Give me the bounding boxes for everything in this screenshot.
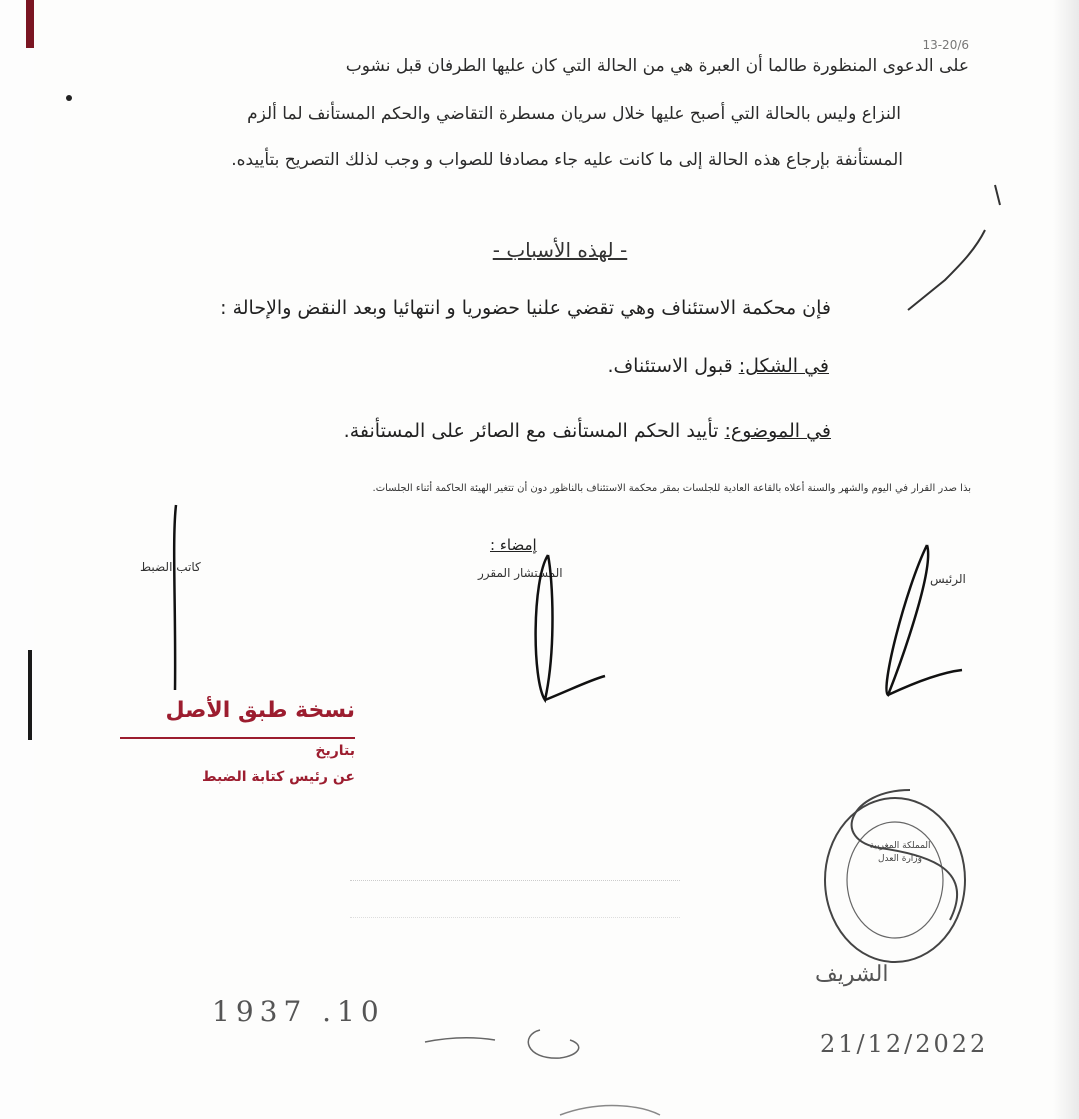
paragraph-line-1: على الدعوى المنظورة طالما أن العبرة هي من الحالة التي كان عليها الطرفان قبل نشوب [345,56,969,76]
paragraph-line-2: النزاع وليس بالحالة التي أصبح عليها خلال سريان مسطرة التقاضي والحكم المستأنف لما ألزم [247,104,901,124]
president-label: الرئيس [930,572,966,586]
stamp-line-1: نسخة طبق الأصل [165,698,355,723]
clerk-label: كاتب الضبط [140,560,201,574]
signature-heading: إمضاء : [490,536,537,554]
handwritten-number: 1937 .10 [212,995,385,1028]
handwritten-hadd [425,1030,579,1058]
form-text: قبول الاستئناف. [607,355,733,377]
ruling-intro: فإن محكمة الاستئناف وهي تقضي علنيا حضوريا و انتهائيا وبعد النقض والإحالة : [220,297,831,319]
clerk-signature [174,505,176,690]
seal-inner-text: المملكة المغربية وزارة العدل [869,841,931,864]
stamp-line-3: عن رئيس كتابة الضبط [201,769,355,785]
rapporteur-label: المستشار المقرر [478,566,563,580]
page-reference-number: 13-20/6 [922,38,969,52]
bottom-scribble [560,1106,660,1115]
stamp-line-2: بتاريخ [120,737,355,759]
president-signature [886,545,962,695]
form-label: في الشكل: [738,355,829,377]
paragraph-line-3: المستأنفة بإرجاع هذه الحالة إلى ما كانت عليه جاء مصادفا للصواب و وجب لذلك التصريح بتأييده. [231,150,903,170]
closing-note: بذا صدر القرار في اليوم والشهر والسنة أعلاه بالقاعة العادية للجلسات بمقر محكمة الاستئناف بالناظور دون أن تتغير الهيئة الحاكمة أثناء الجلسات. [372,483,971,494]
substance-text: تأييد الحكم المستأنف مع الصائر على المستأنفة. [343,420,719,442]
substance-label: في الموضوع: [724,420,831,442]
handwritten-date: 21/12/2022 [820,1030,989,1058]
section-heading: - لهذه الأسباب - [492,238,628,262]
handwritten-name: الشريف [815,962,889,987]
margin-initials [908,185,1000,310]
rapporteur-signature [536,555,605,700]
